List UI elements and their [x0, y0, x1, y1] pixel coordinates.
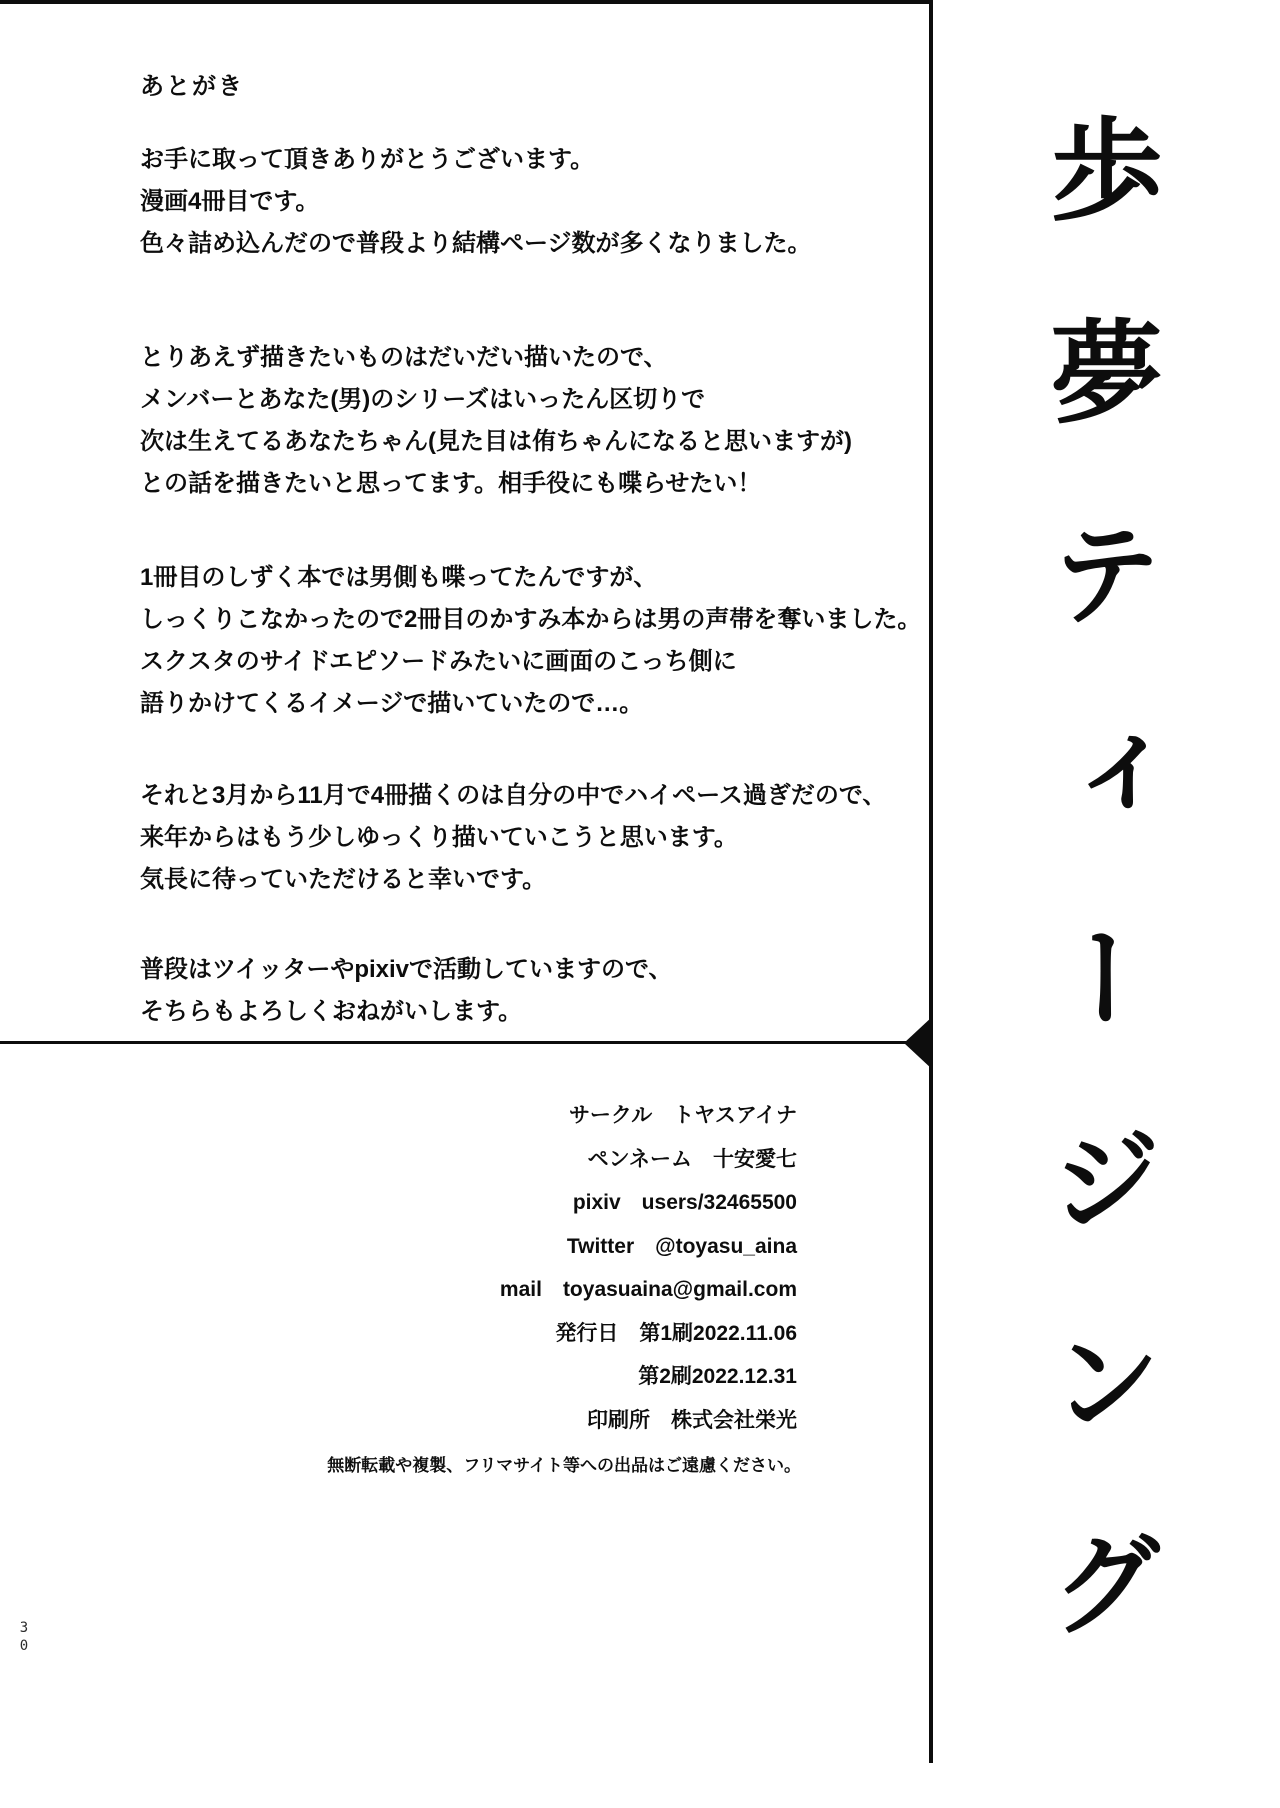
vertical-rule	[929, 0, 933, 1763]
credit-line-pixiv: pixiv users/32465500	[572, 1191, 797, 1214]
page-number: 30	[16, 1620, 32, 1656]
body-line: メンバーとあなた(男)のシリーズはいったん区切りで	[140, 386, 706, 413]
credit-line-mail: mail toyasuaina@gmail.com	[499, 1278, 797, 1301]
body-line: との話を描きたいと思ってます。相手役にも喋らせたい！	[140, 470, 762, 497]
credit-line-issue-date-2: 第2刷2022.12.31	[638, 1365, 797, 1388]
body-line: しっくりこなかったので2冊目のかすみ本からは男の声帯を奪いました。	[140, 606, 922, 633]
body-line: 気長に待っていただけると幸いです。	[140, 866, 547, 893]
body-line: 1冊目のしずく本では男側も喋ってたんですが、	[140, 564, 658, 591]
paragraph	[140, 337, 920, 505]
body-line: スクスタのサイドエピソードみたいに画面のこっち側に	[140, 648, 737, 675]
body-line: 来年からはもう少しゆっくり描いていこうと思います。	[140, 824, 738, 851]
reproduction-notice: 無断転載や複製、フリマサイト等への出品はご遠慮ください。	[327, 1456, 801, 1475]
vertical-title: 歩夢ティージング	[1032, 112, 1163, 1728]
paragraph	[140, 557, 920, 725]
credit-line-penname: ペンネーム 十安愛七	[587, 1147, 797, 1171]
body-line: 色々詰め込んだので普段より結構ページ数が多くなりました。	[140, 230, 812, 257]
credits-block	[0, 1094, 797, 1442]
body-line: とりあえず描きたいものはだいだい描いたので、	[140, 344, 668, 371]
body-line: 語りかけてくるイメージで描いていたので…。	[140, 690, 644, 717]
paragraph	[140, 139, 920, 265]
paragraph	[140, 775, 920, 901]
credit-line-printer: 印刷所 株式会社栄光	[587, 1408, 797, 1432]
credit-line-issue-date-1: 発行日 第1刷2022.11.06	[555, 1321, 797, 1345]
body-line: 普段はツイッターやpixivで活動していますので、	[140, 956, 673, 983]
paragraph	[140, 949, 920, 1033]
afterword-heading: あとがき	[140, 73, 244, 100]
afterword-body	[140, 139, 920, 1033]
credit-line-circle: サークル トヤスアイナ	[568, 1104, 797, 1127]
top-rule	[0, 0, 933, 4]
horizontal-rule	[0, 1041, 906, 1044]
body-line: それと3月から11月で4冊描くのは自分の中でハイペース過ぎだので、	[140, 782, 887, 809]
credit-line-twitter: Twitter @toyasu_aina	[566, 1234, 797, 1258]
body-line: そちらもよろしくおねがいします。	[140, 998, 523, 1025]
body-line: 漫画4冊目です。	[140, 188, 320, 215]
body-line: 次は生えてるあなたちゃん(見た目は侑ちゃんになると思いますが)	[140, 428, 852, 455]
body-line: お手に取って頂きありがとうございます。	[140, 146, 595, 173]
